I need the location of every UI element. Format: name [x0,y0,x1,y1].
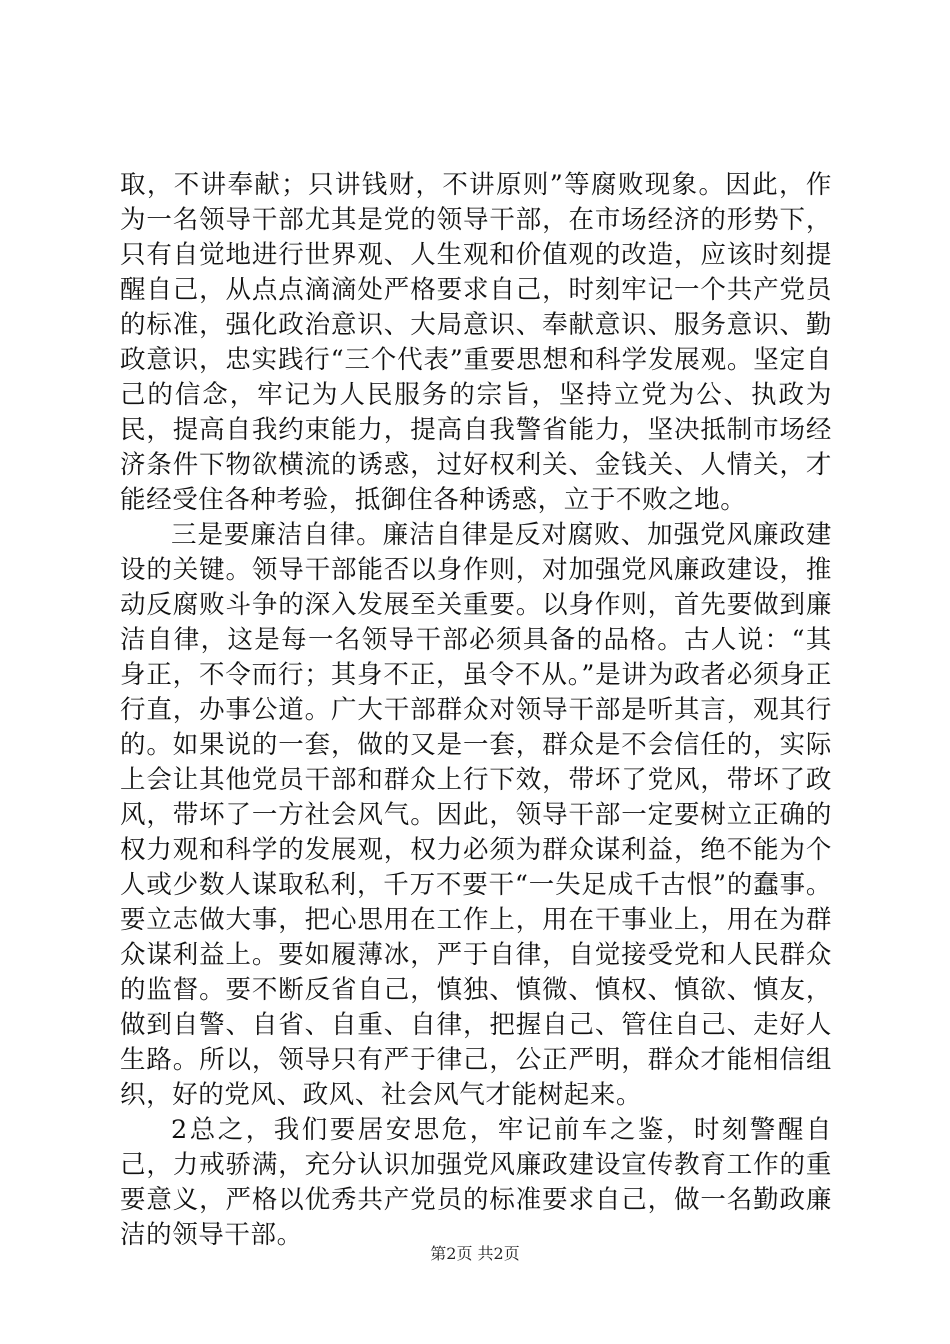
paragraph-3: 2总之，我们要居安思危，牢记前车之鉴，时刻警醒自己，力戒骄满，充分认识加强党风廉政建设宣传教育工作的重要意义，严格以优秀共产党员的标准要求自己，做一名勤政廉洁的领导干部。 [120,1115,832,1250]
page-number-footer: 第2页 共2页 [430,1244,520,1263]
document-body [120,168,832,1253]
paragraph-2: 三是要廉洁自律。廉洁自律是反对腐败、加强党风廉政建设的关键。领导干部能否以身作则，对加强党风廉政建设，推动反腐败斗争的深入发展至关重要。以身作则，首先要做到廉洁自律，这是每一名领导干部必须具备的品格。古人说：“其身正，不令而行；其身不正，虽令不从。”是讲为政者必须身正行直，办事公道。广大干部群众对领导干部是听其言，观其行的。如果说的一套，做的又是一套，群众是不会信任的，实际上会让其他党员干部和群众上行下效，带坏了党风，带坏了政风，带坏了一方社会风气。因此，领导干部一定要树立正确的权力观和科学的发展观，权力必须为群众谋利益，绝不能为个人或少数人谋取私利，千万不要干“一失足成千古恨”的蠢事。要立志做大事，把心思用在工作上，用在干事业上，用在为群众谋利益上。要如履薄冰，严于自律，自觉接受党和人民群众的监督。要不断反省自己，慎独、慎微、慎权、慎欲、慎友，做到自警、自省、自重、自律，把握自己、管住自己、走好人生路。所以，领导只有严于律己，公正严明，群众才能相信组织，好的党风、政风、社会风气才能树起来。 [120,520,832,1110]
paragraph-1: 取，不讲奉献；只讲钱财，不讲原则”等腐败现象。因此，作为一名领导干部尤其是党的领导干部，在市场经济的形势下，只有自觉地进行世界观、人生观和价值观的改造，应该时刻提醒自己，从点点滴滴处严格要求自己，时刻牢记一个共产党员的标准，强化政治意识、大局意识、奉献意识、服务意识、勤政意识，忠实践行“三个代表”重要思想和科学发展观。坚定自己的信念，牢记为人民服务的宗旨，坚持立党为公、执政为民，提高自我约束能力，提高自我警省能力，坚决抵制市场经济条件下物欲横流的诱惑，过好权利关、金钱关、人情关，才能经受住各种考验，抵御住各种诱惑，立于不败之地。 [120,170,832,515]
